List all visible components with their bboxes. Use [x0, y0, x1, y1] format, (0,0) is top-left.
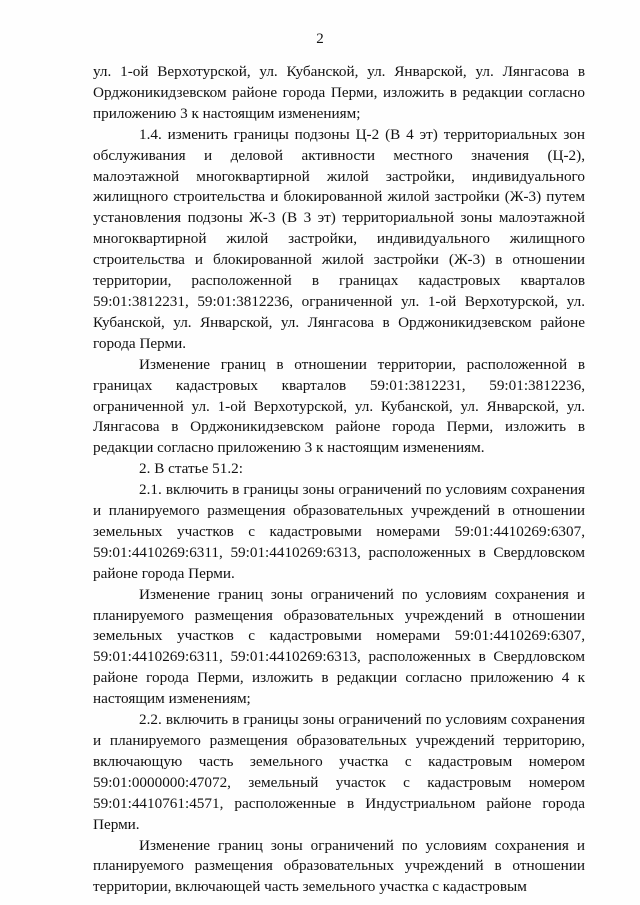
- paragraph-item-2-1: 2.1. включить в границы зоны ограничений по условиям сохранения и планируемого размещения образовательных учреждений в отношении земельных участков с кадастровыми номерами 59:01:4410269:6307, 59:01:4410269:6311, 59:01:4410269:6313, расположенных в Свердловском районе города Перми.: [93, 481, 585, 582]
- paragraph-boundary-change-3: Изменение границ зоны ограничений по условиям сохранения и планируемого размещения образовательных учреждений в отношении территории, включающей часть земельного участка с кадастровым: [93, 836, 585, 896]
- paragraph-boundary-change-2: Изменение границ зоны ограничений по условиям сохранения и планируемого размещения образовательных учреждений в отношении земельных участков с кадастровыми номерами 59:01:4410269:6307, 59:01:4410269:6311, 59:01:4410269:6313, расположенных в Свердловском районе города Перми, изложить в редакции согласно приложению 4 к настоящим изменениям;: [93, 585, 585, 708]
- paragraph-item-1-4: 1.4. изменить границы подзоны Ц-2 (В 4 эт) территориальных зон обслуживания и деловой активности местного значения (Ц-2), малоэтажной многоквартирной жилой застройки, индивидуального жилищного строительства и блокированной жилой застройки (Ж-3) путем установления подзоны Ж-3 (В 3 эт) территориальной зоны малоэтажной многоквартирной жилой застройки, индивидуального жилищного строительства и блокированной жилой застройки (Ж-3) в отношении территории, расположенной в границах кадастровых кварталов 59:01:3812231, 59:01:3812236, ограниченной ул. 1-ой Верхотурской, ул. Кубанской, ул. Январской, ул. Лянгасова в Орджоникидзевском районе города Перми.: [93, 125, 585, 352]
- paragraph-continuation: ул. 1-ой Верхотурской, ул. Кубанской, ул. Январской, ул. Лянгасова в Орджоникидзевском районе города Перми, изложить в редакции согласно приложению 3 к настоящим изменениям;: [93, 63, 585, 122]
- document-body: [93, 62, 585, 898]
- page-number: 2: [316, 31, 324, 47]
- paragraph-item-2-2: 2.2. включить в границы зоны ограничений по условиям сохранения и планируемого размещения образовательных учреждений территорию, включающую часть земельного участка с кадастровым номером 59:01:0000000:47072, земельный участок с кадастровым номером 59:01:4410761:4571, расположенные в Индустриальном районе города Перми.: [93, 711, 585, 833]
- paragraph-boundary-change-1: Изменение границ в отношении территории, расположенной в границах кадастровых кварталов 59:01:3812231, 59:01:3812236, ограниченной ул. 1-ой Верхотурской, ул. Кубанской, ул. Январской, ул. Лянгасова в Орджоникидзевском районе города Перми, изложить в редакции согласно приложению 3 к настоящим изменениям.: [93, 355, 585, 457]
- paragraph-article-51-2: 2. В статье 51.2:: [139, 460, 243, 478]
